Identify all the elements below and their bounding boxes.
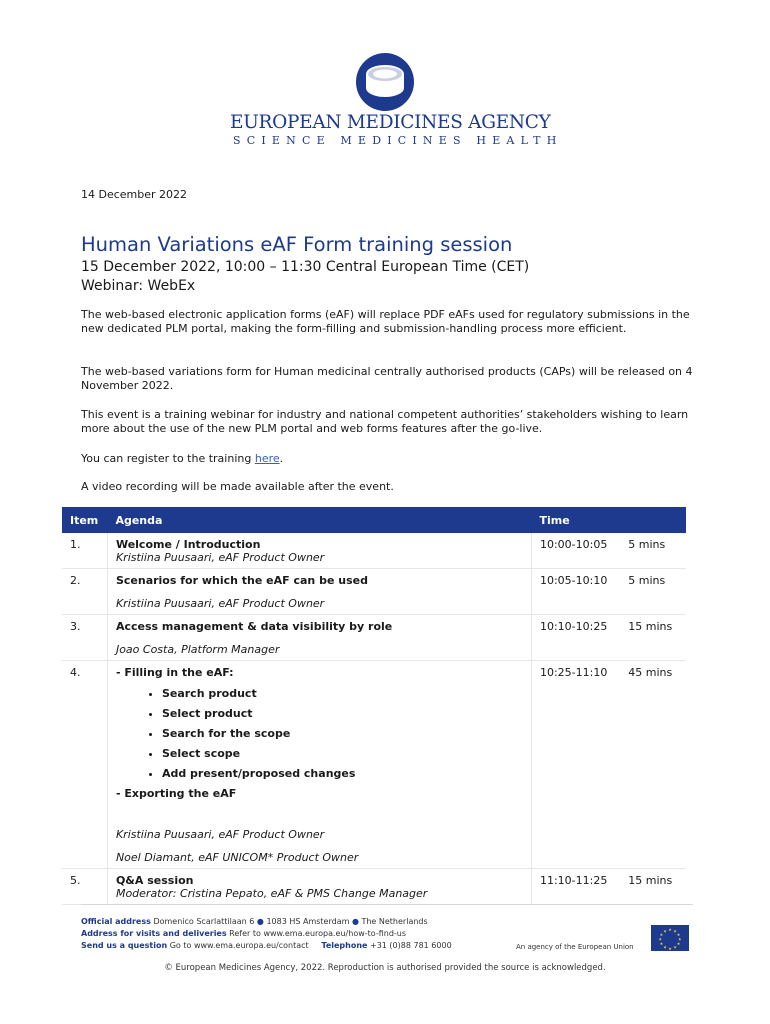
table-row: [62, 661, 686, 869]
item-number: 1.: [62, 533, 107, 569]
register-suffix: .: [279, 452, 284, 465]
svg-text:★: ★: [663, 944, 667, 950]
postcode: 1083 HS Amsterdam: [266, 917, 350, 926]
table-row: [62, 615, 686, 661]
agenda-speaker: Joao Costa, Platform Manager: [115, 643, 280, 656]
item-number: 4.: [62, 661, 107, 869]
visits-label: Address for visits and deliveries: [81, 929, 227, 938]
country: The Netherlands: [361, 917, 428, 926]
footer-contact: [81, 941, 452, 950]
agenda-topic: - Filling in the eAF:: [115, 666, 234, 679]
table-row: [62, 869, 686, 905]
svg-text:★: ★: [673, 928, 677, 934]
event-format: Webinar: WebEx: [81, 278, 196, 294]
header-item: Item: [62, 507, 107, 533]
header-agenda: Agenda: [107, 507, 531, 533]
time-cell: 11:10-11:25: [531, 869, 620, 905]
ema-logo-icon: [355, 52, 415, 112]
header-time: Time: [531, 507, 620, 533]
official-address-label: Official address: [81, 917, 151, 926]
eu-flag-icon: [651, 925, 689, 951]
time-cell: 10:10-10:25: [531, 615, 620, 661]
agency-name: EUROPEAN MEDICINES AGENCY: [230, 112, 551, 133]
agenda-cell: [107, 661, 531, 869]
register-text: You can register to the training: [81, 452, 255, 465]
release-paragraph: The web-based variations form for Human medicinal centrally authorised products (CAPs) will be released on 4 November 2022.: [81, 365, 693, 392]
agenda-topic: Q&A session: [115, 874, 194, 887]
duration-cell: 15 mins: [620, 615, 686, 661]
header-duration: [620, 507, 686, 533]
separator-dot: ●: [351, 917, 359, 926]
list-item: • Add present/proposed changes: [162, 767, 523, 780]
agenda-topic: Welcome / Introduction: [115, 538, 261, 551]
agenda-table: [62, 507, 686, 905]
agenda-cell: [107, 869, 531, 905]
page-title: Human Variations eAF Form training session: [81, 233, 513, 256]
list-item: • Select product: [162, 707, 523, 720]
duration-cell: 15 mins: [620, 869, 686, 905]
question-label: Send us a question: [81, 941, 168, 950]
agenda-speaker: Noel Diamant, eAF UNICOM* Product Owner: [115, 851, 359, 864]
intro-paragraph: The web-based electronic application forms (eAF) will replace PDF eAFs used for regulatory submissions in the new dedicated PLM portal, making the form-filling and submission-handling process more efficient.: [81, 308, 690, 335]
event-datetime: 15 December 2022, 10:00 – 11:30 Central European Time (CET): [81, 259, 530, 275]
svg-text:★: ★: [676, 941, 681, 946]
table-row: [62, 533, 686, 569]
svg-text:★: ★: [659, 941, 664, 946]
agenda-speaker: Kristiina Puusaari, eAF Product Owner: [115, 551, 325, 564]
svg-text:★: ★: [659, 931, 664, 937]
copyright-notice: © European Medicines Agency, 2022. Reproduction is authorised provided the source is acknowledged.: [164, 963, 606, 973]
register-paragraph: [81, 452, 701, 466]
phone-value: +31 (0)88 781 6000: [370, 941, 452, 950]
time-cell: 10:05-10:10: [531, 569, 620, 615]
register-link[interactable]: here: [254, 452, 280, 465]
time-cell: 10:25-11:10: [531, 661, 620, 869]
item-number: 3.: [62, 615, 107, 661]
event-paragraph: This event is a training webinar for industry and national competent authorities’ stakeholders wishing to learn more about the use of the new PLM portal and web forms features after the go-live.: [81, 408, 689, 435]
agenda-subtopics: [116, 687, 523, 780]
phone-label: Telephone: [321, 941, 368, 950]
agenda-speaker: Kristiina Puusaari, eAF Product Owner: [115, 597, 325, 610]
list-item: • Select scope: [162, 747, 523, 760]
agenda-cell: [107, 569, 531, 615]
separator-dot: ●: [256, 917, 264, 926]
agenda-topic: Access management & data visibility by role: [115, 620, 393, 633]
list-item: • Search for the scope: [162, 727, 523, 740]
document-date: 14 December 2022: [81, 188, 188, 201]
recording-paragraph: A video recording will be made available after the event.: [81, 480, 394, 493]
event-details: [81, 258, 529, 296]
agenda-speaker: Moderator: Cristina Pepato, eAF & PMS Change Manager: [115, 887, 428, 900]
duration-cell: 5 mins: [620, 533, 686, 569]
agenda-topic: - Exporting the eAF: [115, 787, 237, 800]
duration-cell: 45 mins: [620, 661, 686, 869]
footer-divider: [81, 904, 693, 905]
agenda-topic: Scenarios for which the eAF can be used: [115, 574, 368, 587]
duration-cell: 5 mins: [620, 569, 686, 615]
eu-agency-text: An agency of the European Union: [516, 943, 634, 951]
time-cell: 10:00-10:05: [531, 533, 620, 569]
svg-text:★: ★: [678, 936, 682, 942]
agenda-cell: [107, 533, 531, 569]
list-item: • Search product: [162, 687, 523, 700]
official-address-value: Domenico Scarlattilaan 6: [153, 917, 255, 926]
footer-address: [81, 917, 428, 926]
agency-tagline: SCIENCE MEDICINES HEALTH: [233, 134, 563, 147]
svg-text:★: ★: [668, 927, 672, 932]
svg-text:★: ★: [668, 945, 672, 951]
item-number: 5.: [62, 869, 107, 905]
svg-text:★: ★: [658, 936, 662, 942]
question-value: Go to www.ema.europa.eu/contact: [169, 941, 309, 950]
svg-text:★: ★: [676, 931, 681, 937]
table-row: [62, 569, 686, 615]
footer-visits: [81, 929, 406, 938]
item-number: 2.: [62, 569, 107, 615]
agenda-header-row: [62, 507, 686, 533]
svg-text:★: ★: [673, 944, 677, 950]
svg-text:★: ★: [663, 928, 667, 934]
agenda-cell: [107, 615, 531, 661]
visits-value: Refer to www.ema.europa.eu/how-to-find-us: [229, 929, 407, 938]
agenda-speaker: Kristiina Puusaari, eAF Product Owner: [115, 828, 325, 841]
